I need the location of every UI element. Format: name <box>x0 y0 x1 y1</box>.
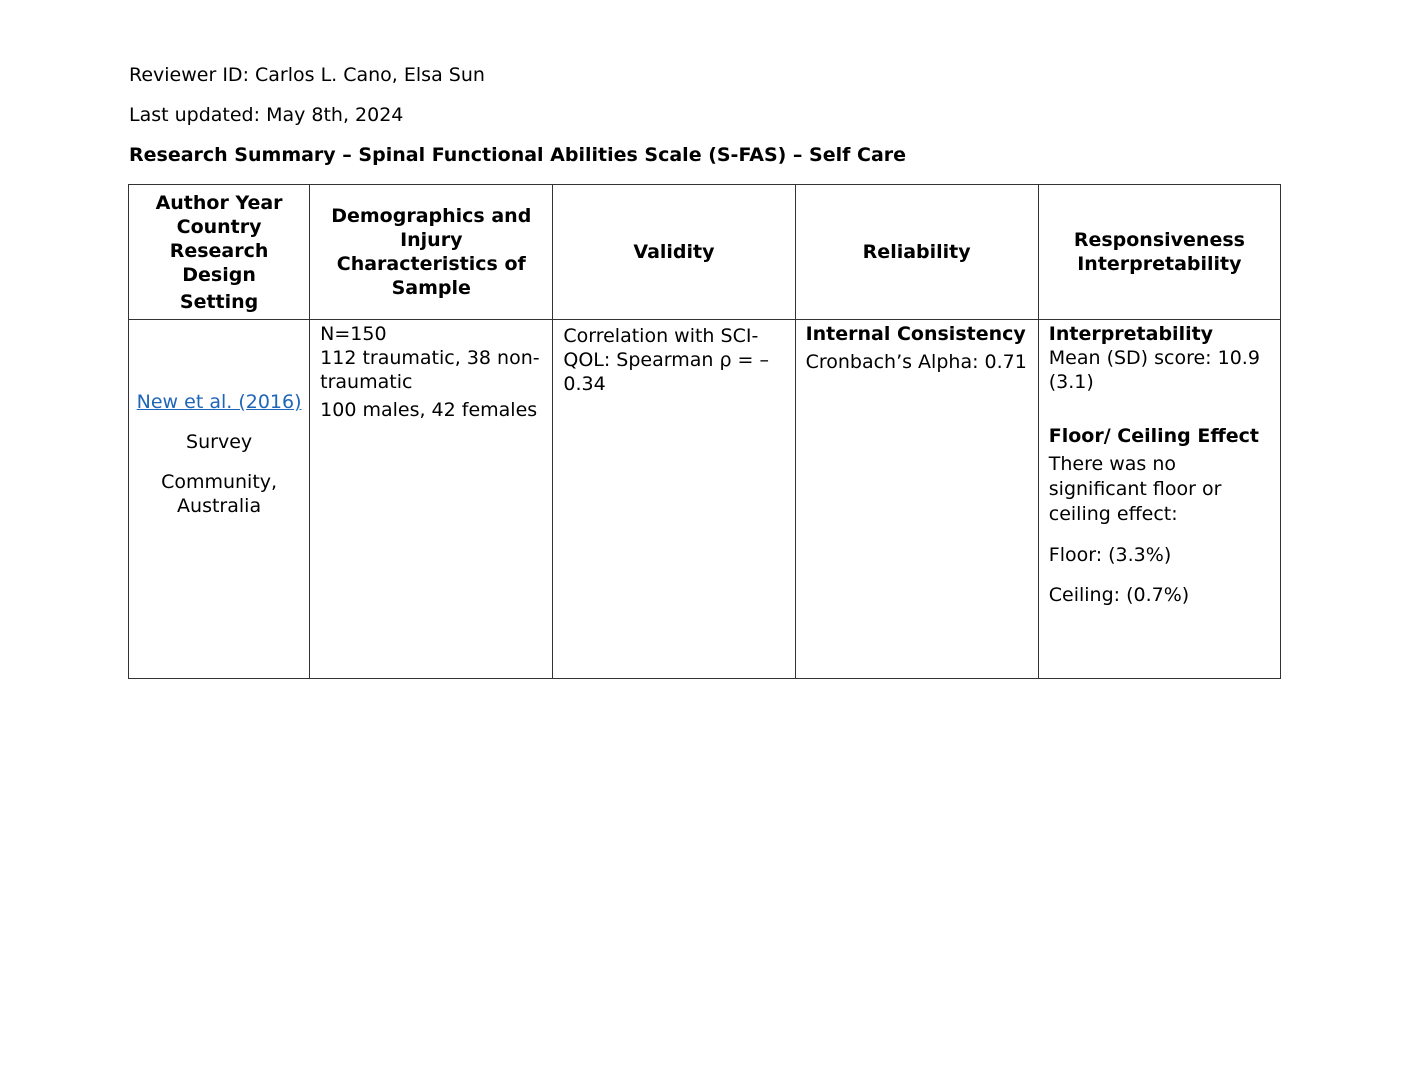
injury-types: 112 traumatic, 38 non-traumatic <box>320 347 540 393</box>
interpretability-heading: Interpretability <box>1048 323 1214 345</box>
cell-reliability <box>795 320 1038 679</box>
study-setting: Community, Australia <box>161 471 278 517</box>
cell-validity <box>553 320 795 679</box>
last-updated: Last updated: May 8th, 2024 <box>129 104 404 126</box>
floor-ceiling-heading: Floor/ Ceiling Effect <box>1048 425 1259 447</box>
research-design: Survey <box>186 431 253 453</box>
header-validity: Validity <box>553 185 795 320</box>
page-title: Research Summary – Spinal Functional Abilities Scale (S-FAS) – Self Care <box>129 144 907 166</box>
reviewer-id: Reviewer ID: Carlos L. Cano, Elsa Sun <box>129 64 485 86</box>
study-link[interactable]: New et al. (2016) <box>136 391 302 413</box>
ceiling-value: Ceiling: (0.7%) <box>1048 584 1190 606</box>
header-responsiveness: Responsiveness Interpretability <box>1038 185 1280 320</box>
reliability-heading: Internal Consistency <box>805 323 1026 345</box>
table-header-row <box>129 185 1281 320</box>
sample-size: N=150 <box>320 323 387 345</box>
validity-text: Correlation with SCI-QOL: Spearman ρ = – 0.34 <box>563 325 770 395</box>
floor-value: Floor: (3.3%) <box>1048 544 1172 566</box>
cell-responsiveness <box>1038 320 1280 679</box>
reliability-value: Cronbach’s Alpha: 0.71 <box>805 351 1027 373</box>
sex-distribution: 100 males, 42 females <box>320 399 538 421</box>
floor-ceiling-text: There was no significant floor or ceiling effect: <box>1048 453 1222 525</box>
cell-author <box>129 320 310 679</box>
table-row <box>129 320 1281 679</box>
cell-demographics <box>310 320 553 679</box>
mean-score: Mean (SD) score: 10.9 (3.1) <box>1048 347 1260 393</box>
header-reliability: Reliability <box>795 185 1038 320</box>
research-summary-table <box>128 184 1281 679</box>
header-author: Author Year Country Research Design Setting <box>129 185 310 320</box>
header-demographics: Demographics and Injury Characteristics of Sample <box>310 185 553 320</box>
